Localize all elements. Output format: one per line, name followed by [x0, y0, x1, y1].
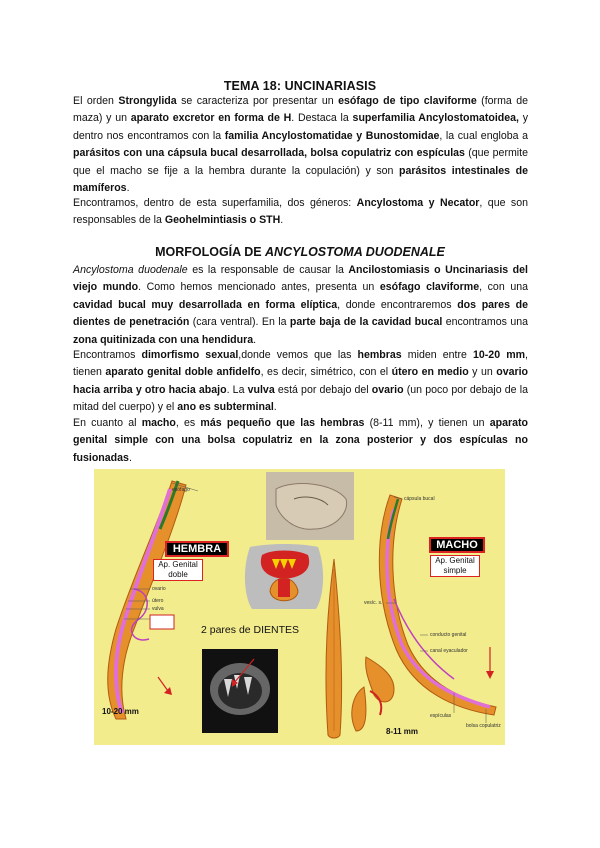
- text-run: , es decir, simétrico, con el: [260, 366, 392, 379]
- intro-paragraph-2: [73, 195, 528, 230]
- text-run: hembras: [357, 349, 402, 361]
- bursa-diagram: [366, 657, 394, 702]
- section-title-species: ANCYLOSTOMA DUODENALE: [265, 245, 445, 259]
- text-run: (cara ventral). En la: [189, 316, 290, 329]
- text-run: dos pares de dientes de penetración: [73, 298, 528, 329]
- text-run: cavidad bucal muy desarrollada en forma elíptica: [73, 298, 338, 311]
- text-run: parte baja de la cavidad bucal: [289, 316, 443, 329]
- page-title: TEMA 18: UNCINARIASIS: [223, 79, 377, 93]
- text-run: está por debajo del: [274, 383, 372, 396]
- text-run: Encontramos: [73, 349, 142, 361]
- text-run: , con una: [479, 281, 528, 294]
- text-run: ,donde vemos que las: [238, 349, 358, 361]
- text-run: .: [128, 451, 132, 464]
- text-run: se caracteriza por presentar un: [176, 95, 339, 107]
- text-run: más pequeño que las hembras: [200, 417, 365, 429]
- text-run: . La: [226, 383, 248, 396]
- text-run: ovario hacia arriba y otro hacia abajo: [73, 366, 529, 396]
- text-run: Ancylostoma y Necator: [356, 197, 480, 209]
- text-run: ovario: [371, 383, 404, 396]
- text-run: En cuanto al: [73, 417, 142, 429]
- male-label-vesicle: vesíc. s.: [364, 600, 383, 606]
- text-run: 10-20 mm: [473, 349, 526, 361]
- text-run: .: [280, 214, 284, 227]
- text-run: (un poco por debajo de la mitad del cuerpo) y el: [73, 383, 528, 414]
- text-run: esófago claviforme: [379, 281, 480, 294]
- text-run: .: [273, 401, 277, 414]
- male-label-bursa: bolsa copulatriz: [466, 723, 501, 729]
- text-run: . Destaca la: [291, 112, 353, 125]
- morphology-paragraph-2: [73, 347, 528, 417]
- text-run: y dentro nos encontramos con la: [73, 112, 528, 142]
- morphology-paragraph-3: [73, 415, 528, 467]
- text-run: , donde encontraremos: [337, 298, 458, 311]
- text-run: zona quitinizada con una hendidura: [73, 333, 254, 346]
- text-run: superfamilia Ancylostomatoidea,: [352, 112, 519, 125]
- text-run: parásitos intestinales de mamíferos: [73, 164, 529, 195]
- text-run: aparato excretor en forma de H: [130, 112, 292, 125]
- text-run: familia Ancylostomatidae y Bunostomidae: [224, 129, 440, 142]
- text-run: vulva: [247, 383, 275, 396]
- text-run: Ancylostoma duodenale: [73, 264, 188, 276]
- text-run: ano es subterminal: [177, 401, 274, 414]
- male-label-genital-duct: conducto genital: [430, 632, 467, 638]
- male-label-ejaculatory: canal eyaculador: [430, 648, 468, 654]
- text-run: miden entre: [401, 349, 473, 361]
- dientes-label: 2 pares de DIENTES: [201, 624, 300, 636]
- morphology-paragraph-1: [73, 262, 528, 349]
- male-label-spicules: espículas: [430, 713, 452, 719]
- text-run: Strongylida: [118, 95, 177, 107]
- text-run: aparato genital simple con una bolsa copulatriz en la zona posterior y dos espículas no fusionadas: [73, 417, 528, 464]
- text-run: Encontramos, dentro de esta superfamilia, dos géneros:: [73, 197, 357, 209]
- female-label-vulva: vulva: [152, 606, 164, 612]
- hembra-size: 10-20 mm: [102, 707, 139, 716]
- macho-sublabel: Ap. Genital simple: [430, 555, 480, 577]
- text-run: es la responsable de causar la: [187, 264, 349, 276]
- section-title-prefix: MORFOLOGÍA DE: [155, 245, 266, 259]
- text-run: parásitos con una cápsula bucal desarrollada, bolsa copulatriz con espículas: [73, 147, 465, 160]
- text-run: , tienen: [73, 349, 528, 379]
- text-run: (que permite que el macho se fije a la hembra durante la copulación) y son: [73, 147, 528, 177]
- text-run: dimorfismo sexual: [141, 349, 239, 361]
- text-run: útero en medio: [391, 366, 469, 379]
- hembra-sublabel: Ap. Genital doble: [153, 559, 203, 581]
- text-run: .: [126, 182, 130, 195]
- section-title: [0, 245, 600, 259]
- macho-label: MACHO: [429, 537, 485, 553]
- text-run: y un: [468, 366, 497, 379]
- male-label-buccal: cápsula bucal: [404, 496, 435, 502]
- hembra-label: HEMBRA: [165, 541, 229, 557]
- text-run: (forma de maza) y un: [73, 95, 528, 125]
- female-label-uterus: útero: [152, 598, 164, 604]
- text-run: , que son responsables de la: [73, 197, 529, 227]
- text-run: (8-11 mm), y tienen un: [364, 417, 490, 429]
- female-label-ovary: ovario: [152, 586, 166, 592]
- text-run: macho: [141, 417, 176, 429]
- text-run: encontramos una: [442, 316, 529, 329]
- female-label-esophagus: esófago: [172, 487, 190, 493]
- text-run: , es: [175, 417, 201, 429]
- text-run: . Como hemos mencionado antes, presenta un: [138, 281, 380, 294]
- intro-paragraph-1: [73, 93, 528, 197]
- text-run: aparato genital doble anfidelfo: [105, 366, 261, 379]
- text-run: Ancilostomiasis o Uncinariasis del viejo mundo: [73, 264, 528, 294]
- text-run: .: [253, 333, 257, 346]
- text-run: Geohelmintiasis o STH: [164, 214, 281, 227]
- ancylostoma-figure: [94, 469, 505, 745]
- text-run: esófago de tipo claviforme: [338, 95, 477, 107]
- macho-size: 8-11 mm: [386, 727, 419, 736]
- text-run: El orden: [73, 95, 119, 107]
- text-run: , la cual engloba a: [439, 129, 528, 142]
